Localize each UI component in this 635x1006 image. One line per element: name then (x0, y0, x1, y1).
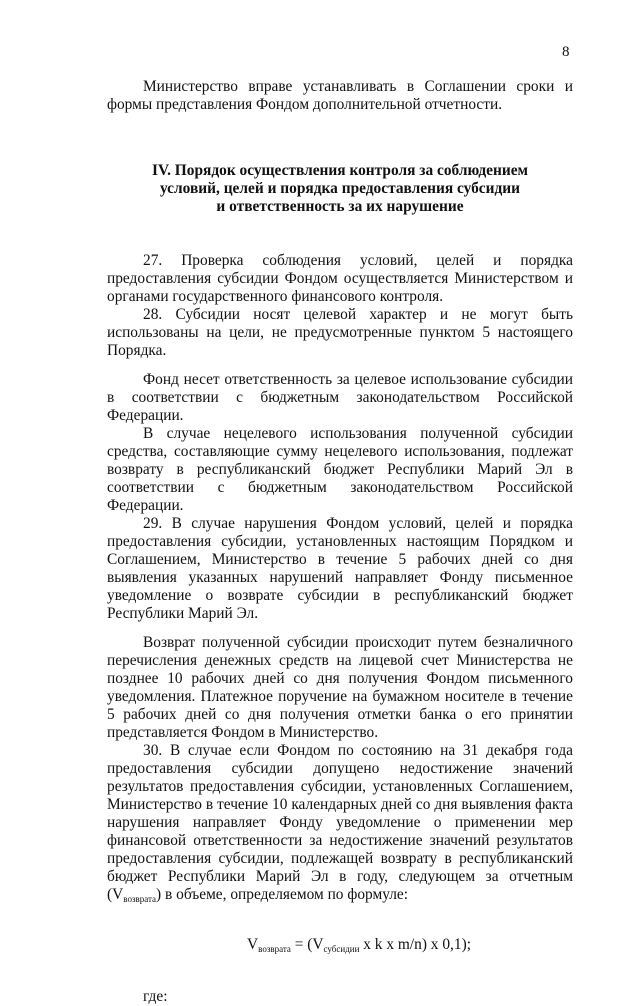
intro-paragraph: Министерство вправе устанавливать в Соглашении сроки и формы представления Фондом дополнительной отчетности. (107, 78, 573, 113)
heading-line-2: условий, целей и порядка предоставления субсидии (159, 180, 521, 197)
heading-line-1: IV. Порядок осуществления контроля за соблюдением (151, 162, 529, 179)
paragraph-27: 27. Проверка соблюдения условий, целей и порядка предоставления субсидии Фондом осуществляется Министерством и органами государственного финансового контроля. (107, 252, 573, 305)
document-body (107, 78, 573, 1006)
paragraph-30 (107, 742, 573, 904)
where-label: где: (143, 988, 168, 1005)
v-return-subscript: возврата (123, 894, 157, 904)
formula-sub-subsidy: субсидии (323, 944, 360, 954)
formula-v: V (247, 936, 259, 953)
formula-sub-return: возврата (258, 944, 291, 954)
paragraph-28-misuse: В случае нецелевого использования полученной субсидии средства, составляющие сумму нецелевого использования, подлежат возврату в республиканский бюджет Республики Марий Эл в соответствии с бюджетным законодательством Российской Федерации. (107, 425, 573, 514)
formula (247, 936, 573, 954)
paragraph-28-responsibility: Фонд несет ответственность за целевое использование субсидии в соответствии с бюджетным законодательством Российской Федерации. (107, 371, 573, 424)
paragraph-30-tail: ) в объеме, определяемом по формуле: (156, 886, 409, 903)
page-number: 8 (562, 44, 570, 60)
paragraph-28: 28. Субсидии носят целевой характер и не могут быть использованы на цели, не предусмотренные пунктом 5 настоящего Порядка. (107, 306, 573, 359)
paragraph-30-text: 30. В случае если Фондом по состоянию на 31 декабря года предоставления субсидии допущено недостижение значений результатов предоставления субсидии, установленных Соглашением, Министерство в течение 10 календарных дней со дня выявления факта нарушения направляет Фонду уведомление о применении мер финансовой ответственности за недостижение значений результатов предоставления субсидии, подлежащей возврату в республиканский бюджет Республики Марий Эл в году, следующем за отчетным (V (107, 742, 573, 903)
heading-line-3: и ответственность за их нарушение (216, 198, 464, 215)
formula-rest: x k x m/n) x 0,1); (359, 936, 471, 953)
section-heading (107, 162, 573, 216)
paragraph-29: 29. В случае нарушения Фондом условий, целей и порядка предоставления субсидии, установленных настоящим Порядком и Соглашением, Министерство в течение 5 рабочих дней со дня выявления указанных нарушений направляет Фонду письменное уведомление о возврате субсидии в республиканский бюджет Республики Марий Эл. (107, 515, 573, 622)
paragraph-29-return: Возврат полученной субсидии происходит путем безналичного перечисления денежных средств на лицевой счет Министерства не позднее 10 рабочих дней со дня получения Фондом письменного уведомления. Платежное поручение на бумажном носителе в течение 5 рабочих дней со дня получения отметки банка о его принятии представляется Фондом в Министерство. (107, 634, 573, 741)
formula-eq: = (V (290, 936, 324, 953)
